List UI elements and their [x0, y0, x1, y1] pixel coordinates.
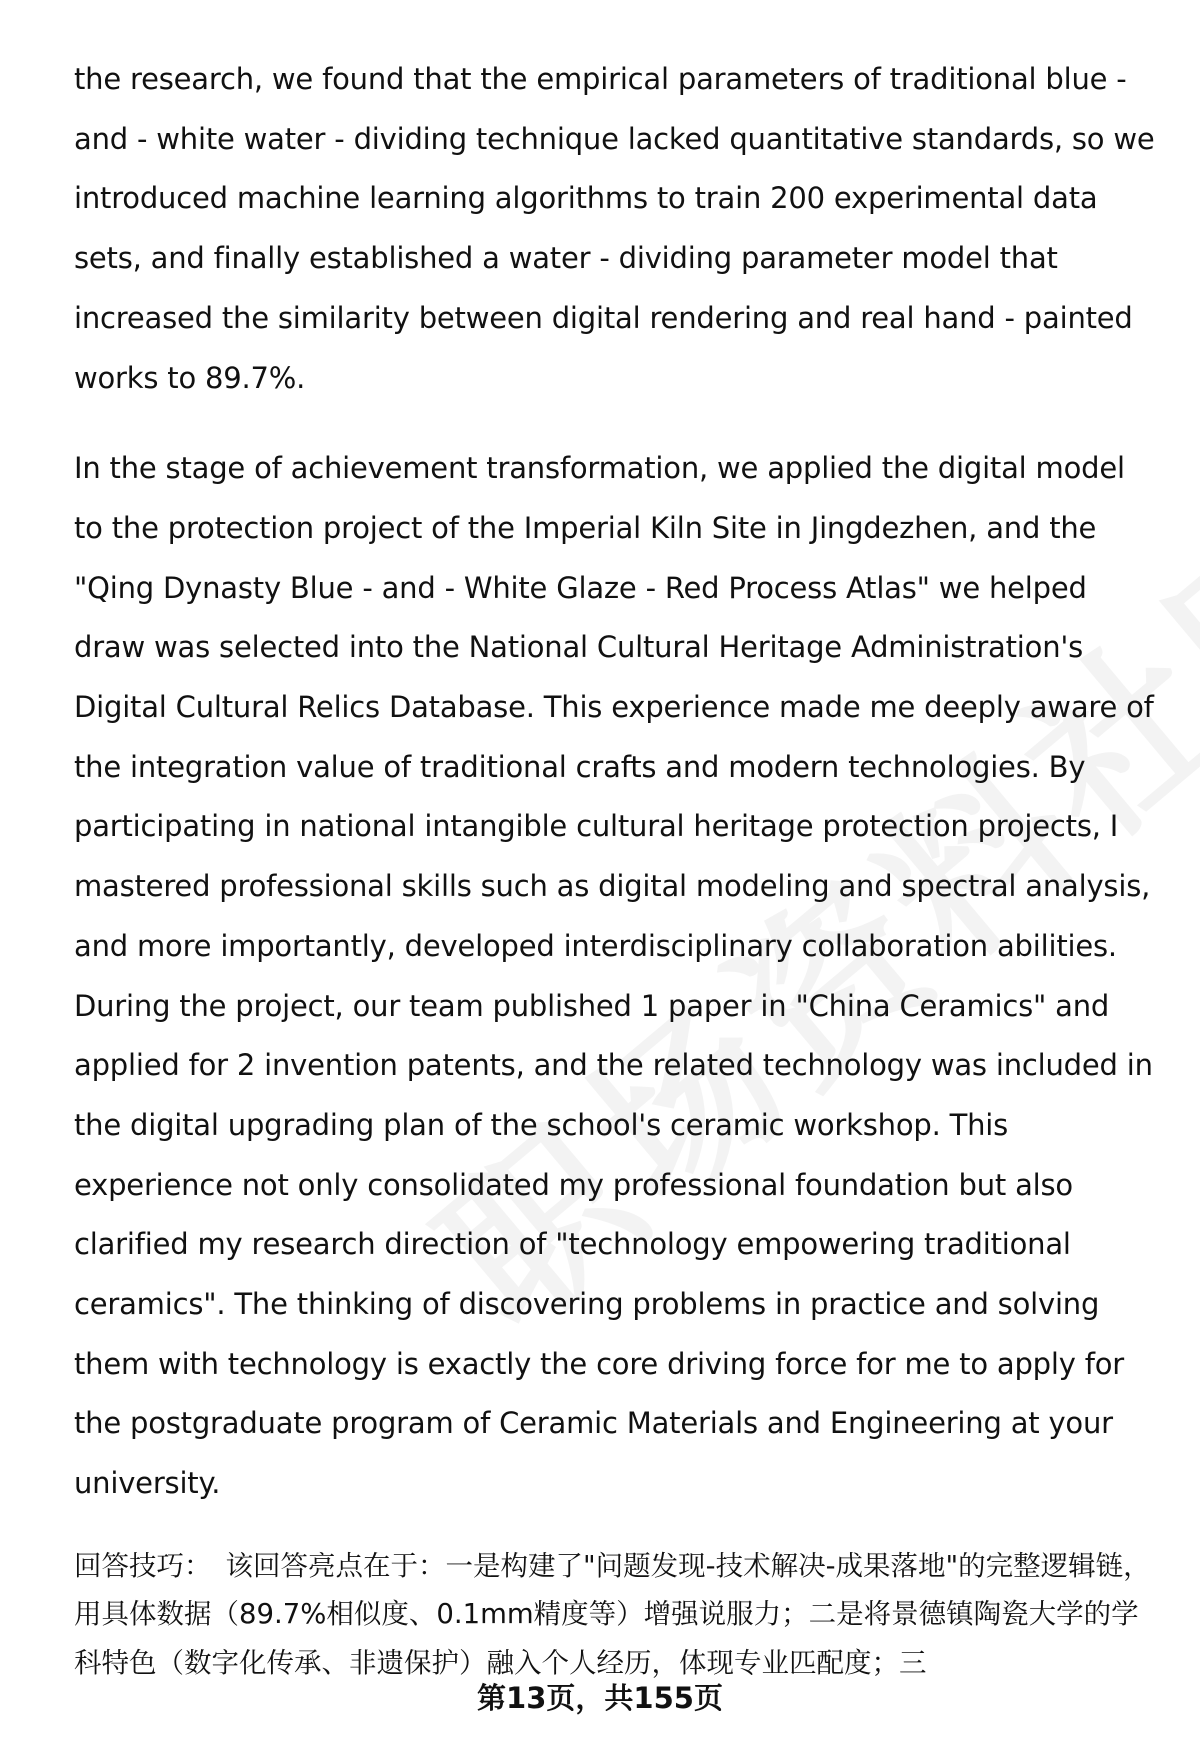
body-paragraph-1: the research, we found that the empirical parameters of traditional blue - and - white water - dividing technique lacked quantitative standards, so we introduced machine learning algorithms to train 200 experimental data sets, and finally established a water - dividing parameter model that increased the similarity between digital rendering and real hand - painted works to 89.7%.: [74, 62, 1155, 395]
tip-text: 该回答亮点在于：一是构建了"问题发现-技术解决-成果落地"的完整逻辑链，用具体数据（89.7%相似度、0.1mm精度等）增强说服力；二是将景德镇陶瓷大学的学科特色（数字化传承、非遗保护）融入个人经历，体现专业匹配度；三: [74, 1549, 1151, 1679]
body-paragraph-2: In the stage of achievement transformation, we applied the digital model to the protection project of the Imperial Kiln Site in Jingdezhen, and the "Qing Dynasty Blue - and - White Glaze - Red Process Atlas" we helped draw was selected into the National Cultural Heritage Administration's Digital Cultural Relics Database. This experience made me deeply aware of the integration value of traditional crafts and modern technologies. By participating in national intangible cultural heritage protection projects, I mastered professional skills such as digital modeling and spectral analysis, and more importantly, developed interdisciplinary collaboration abilities. During the project, our team published 1 paper in "China Ceramics" and applied for 2 invention patents, and the related technology was included in the digital upgrading plan of the school's ceramic workshop. This experience not only consolidated my professional foundation but also clarified my research direction of "technology empowering traditional ceramics". The thinking of discovering problems in practice and solving them with technology is exactly the core driving force for me to apply for the postgraduate program of Ceramic Materials and Engineering at your university.: [74, 451, 1154, 1501]
page-number-footer: 第13页，共155页: [477, 1681, 723, 1715]
tip-label: 回答技巧：: [74, 1549, 212, 1582]
answer-tip: [74, 1542, 1160, 1688]
page-content: [74, 50, 1160, 1687]
